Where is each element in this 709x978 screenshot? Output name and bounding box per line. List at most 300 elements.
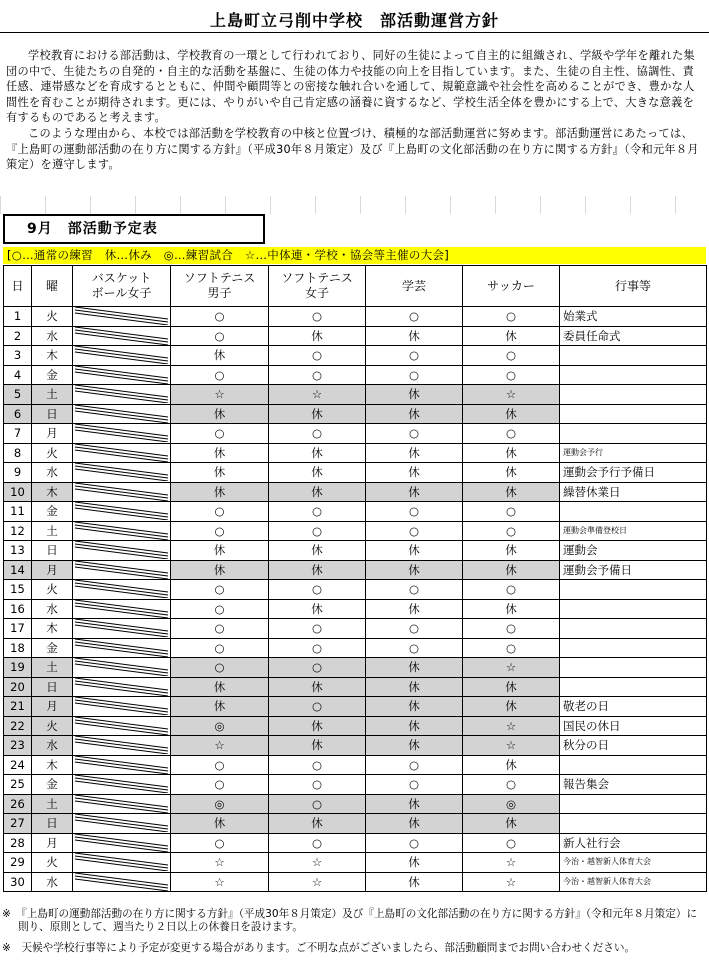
day-cell: 20 bbox=[4, 677, 32, 697]
soft-tennis-boys-cell: ☆ bbox=[171, 853, 269, 873]
weekday-cell: 土 bbox=[32, 658, 73, 678]
soft-tennis-girls-cell: 休 bbox=[269, 677, 366, 697]
weekday-cell: 木 bbox=[32, 619, 73, 639]
soft-tennis-boys-cell: ○ bbox=[171, 326, 269, 346]
no-activity-hatch-icon bbox=[73, 366, 170, 384]
soft-tennis-boys-cell: ○ bbox=[171, 365, 269, 385]
weekday-cell: 火 bbox=[32, 443, 73, 463]
events-cell: 委員任命式 bbox=[560, 326, 707, 346]
soft-tennis-girls-cell: ○ bbox=[269, 697, 366, 717]
table-row bbox=[4, 443, 707, 463]
weekday-cell: 土 bbox=[32, 794, 73, 814]
weekday-cell: 月 bbox=[32, 833, 73, 853]
day-cell: 4 bbox=[4, 365, 32, 385]
no-activity-hatch-icon bbox=[73, 463, 170, 481]
basketball-cell bbox=[73, 814, 171, 834]
table-row bbox=[4, 385, 707, 405]
title-divider bbox=[0, 32, 709, 33]
weekday-cell: 日 bbox=[32, 404, 73, 424]
events-cell bbox=[560, 755, 707, 775]
soft-tennis-boys-cell: 休 bbox=[171, 697, 269, 717]
events-cell bbox=[560, 424, 707, 444]
day-cell: 22 bbox=[4, 716, 32, 736]
arts-cell: ○ bbox=[366, 755, 463, 775]
table-row bbox=[4, 424, 707, 444]
day-cell: 8 bbox=[4, 443, 32, 463]
basketball-cell bbox=[73, 502, 171, 522]
weekday-cell: 火 bbox=[32, 307, 73, 327]
arts-cell: ○ bbox=[366, 619, 463, 639]
events-cell bbox=[560, 346, 707, 366]
soft-tennis-girls-cell: ○ bbox=[269, 307, 366, 327]
no-activity-hatch-icon bbox=[73, 327, 170, 345]
arts-cell: 休 bbox=[366, 872, 463, 892]
weekday-cell: 水 bbox=[32, 599, 73, 619]
no-activity-hatch-icon bbox=[73, 814, 170, 832]
table-row bbox=[4, 482, 707, 502]
arts-cell: 休 bbox=[366, 853, 463, 873]
day-cell: 30 bbox=[4, 872, 32, 892]
arts-cell: ○ bbox=[366, 580, 463, 600]
arts-cell: 休 bbox=[366, 658, 463, 678]
basketball-cell bbox=[73, 463, 171, 483]
header-soccer: サッカー bbox=[463, 266, 560, 307]
soft-tennis-girls-cell: 休 bbox=[269, 716, 366, 736]
header-soft-tennis-boys: ソフトテニス 男子 bbox=[171, 266, 269, 307]
soft-tennis-boys-cell: 休 bbox=[171, 541, 269, 561]
table-row bbox=[4, 697, 707, 717]
soft-tennis-boys-cell: 休 bbox=[171, 814, 269, 834]
events-cell: 今治・越智新人体育大会 bbox=[560, 872, 707, 892]
day-cell: 27 bbox=[4, 814, 32, 834]
soft-tennis-boys-cell: ○ bbox=[171, 307, 269, 327]
basketball-cell bbox=[73, 619, 171, 639]
soccer-cell: ○ bbox=[463, 521, 560, 541]
day-cell: 13 bbox=[4, 541, 32, 561]
no-activity-hatch-icon bbox=[73, 561, 170, 579]
events-cell: 運動会予備日 bbox=[560, 560, 707, 580]
soccer-cell: ○ bbox=[463, 580, 560, 600]
events-cell bbox=[560, 814, 707, 834]
day-cell: 24 bbox=[4, 755, 32, 775]
weekday-cell: 月 bbox=[32, 560, 73, 580]
soft-tennis-girls-cell: ○ bbox=[269, 502, 366, 522]
weekday-cell: 水 bbox=[32, 326, 73, 346]
basketball-cell bbox=[73, 638, 171, 658]
weekday-cell: 火 bbox=[32, 716, 73, 736]
soft-tennis-girls-cell: 休 bbox=[269, 326, 366, 346]
arts-cell: 休 bbox=[366, 463, 463, 483]
events-cell bbox=[560, 658, 707, 678]
day-cell: 26 bbox=[4, 794, 32, 814]
schedule-title: 9月 部活動予定表 bbox=[3, 214, 265, 244]
events-cell bbox=[560, 502, 707, 522]
table-row bbox=[4, 599, 707, 619]
no-activity-hatch-icon bbox=[73, 853, 170, 871]
header-events: 行事等 bbox=[560, 266, 707, 307]
arts-cell: 休 bbox=[366, 697, 463, 717]
soft-tennis-girls-cell: ○ bbox=[269, 658, 366, 678]
soft-tennis-boys-cell: ☆ bbox=[171, 736, 269, 756]
day-cell: 3 bbox=[4, 346, 32, 366]
basketball-cell bbox=[73, 365, 171, 385]
day-cell: 18 bbox=[4, 638, 32, 658]
basketball-cell bbox=[73, 794, 171, 814]
table-row bbox=[4, 619, 707, 639]
basketball-cell bbox=[73, 736, 171, 756]
arts-cell: 休 bbox=[366, 677, 463, 697]
soft-tennis-girls-cell: 休 bbox=[269, 482, 366, 502]
soccer-cell: 休 bbox=[463, 755, 560, 775]
events-cell bbox=[560, 599, 707, 619]
day-cell: 9 bbox=[4, 463, 32, 483]
soccer-cell: 休 bbox=[463, 443, 560, 463]
day-cell: 14 bbox=[4, 560, 32, 580]
spreadsheet-gridlines bbox=[0, 196, 709, 214]
soccer-cell: ○ bbox=[463, 424, 560, 444]
no-activity-hatch-icon bbox=[73, 307, 170, 325]
table-row bbox=[4, 833, 707, 853]
soccer-cell: 休 bbox=[463, 560, 560, 580]
events-cell: 運動会予行 bbox=[560, 443, 707, 463]
no-activity-hatch-icon bbox=[73, 873, 170, 891]
soft-tennis-girls-cell: 休 bbox=[269, 599, 366, 619]
table-row bbox=[4, 814, 707, 834]
table-row bbox=[4, 463, 707, 483]
weekday-cell: 月 bbox=[32, 697, 73, 717]
weekday-cell: 水 bbox=[32, 872, 73, 892]
no-activity-hatch-icon bbox=[73, 756, 170, 774]
no-activity-hatch-icon bbox=[73, 541, 170, 559]
soccer-cell: 休 bbox=[463, 697, 560, 717]
soccer-cell: ☆ bbox=[463, 736, 560, 756]
soft-tennis-boys-cell: ○ bbox=[171, 833, 269, 853]
soft-tennis-girls-cell: ○ bbox=[269, 638, 366, 658]
day-cell: 17 bbox=[4, 619, 32, 639]
weekday-cell: 金 bbox=[32, 775, 73, 795]
soccer-cell: 休 bbox=[463, 599, 560, 619]
soft-tennis-girls-cell: ☆ bbox=[269, 872, 366, 892]
table-row bbox=[4, 853, 707, 873]
table-row bbox=[4, 736, 707, 756]
day-cell: 1 bbox=[4, 307, 32, 327]
no-activity-hatch-icon bbox=[73, 346, 170, 364]
basketball-cell bbox=[73, 775, 171, 795]
arts-cell: 休 bbox=[366, 482, 463, 502]
soft-tennis-boys-cell: ◎ bbox=[171, 794, 269, 814]
intro-text bbox=[6, 48, 703, 173]
events-cell bbox=[560, 619, 707, 639]
weekday-cell: 木 bbox=[32, 346, 73, 366]
basketball-cell bbox=[73, 346, 171, 366]
soft-tennis-boys-cell: 休 bbox=[171, 404, 269, 424]
basketball-cell bbox=[73, 872, 171, 892]
arts-cell: 休 bbox=[366, 814, 463, 834]
soft-tennis-girls-cell: ○ bbox=[269, 794, 366, 814]
day-cell: 10 bbox=[4, 482, 32, 502]
soft-tennis-girls-cell: 休 bbox=[269, 404, 366, 424]
soft-tennis-boys-cell: ○ bbox=[171, 775, 269, 795]
no-activity-hatch-icon bbox=[73, 502, 170, 520]
day-cell: 21 bbox=[4, 697, 32, 717]
no-activity-hatch-icon bbox=[73, 405, 170, 423]
basketball-cell bbox=[73, 385, 171, 405]
soft-tennis-boys-cell: ○ bbox=[171, 521, 269, 541]
legend-bar: [○…通常の練習 休…休み ◎…練習試合 ☆…中体連・学校・協会等主催の大会] bbox=[3, 247, 706, 264]
soft-tennis-boys-cell: 休 bbox=[171, 463, 269, 483]
basketball-cell bbox=[73, 307, 171, 327]
soft-tennis-boys-cell: ○ bbox=[171, 619, 269, 639]
basketball-cell bbox=[73, 716, 171, 736]
footnote-1: ※ 『上島町の運動部活動の在り方に関する方針』（平成30年８月策定）及び『上島町の文化部活動の在り方に関する方針』（令和元年８月策定）に則り、原則として、週当たり２日以上の休養日を設けます。 bbox=[2, 908, 698, 934]
soccer-cell: 休 bbox=[463, 677, 560, 697]
soccer-cell: 休 bbox=[463, 482, 560, 502]
no-activity-hatch-icon bbox=[73, 522, 170, 540]
soft-tennis-boys-cell: ○ bbox=[171, 658, 269, 678]
events-cell: 敬老の日 bbox=[560, 697, 707, 717]
day-cell: 12 bbox=[4, 521, 32, 541]
soft-tennis-boys-cell: ○ bbox=[171, 755, 269, 775]
table-row bbox=[4, 775, 707, 795]
table-row bbox=[4, 502, 707, 522]
no-activity-hatch-icon bbox=[73, 658, 170, 676]
arts-cell: 休 bbox=[366, 736, 463, 756]
soft-tennis-girls-cell: ☆ bbox=[269, 385, 366, 405]
day-cell: 6 bbox=[4, 404, 32, 424]
table-row bbox=[4, 638, 707, 658]
events-cell bbox=[560, 385, 707, 405]
table-row bbox=[4, 560, 707, 580]
no-activity-hatch-icon bbox=[73, 717, 170, 735]
arts-cell: 休 bbox=[366, 404, 463, 424]
day-cell: 5 bbox=[4, 385, 32, 405]
page-title: 上島町立弓削中学校 部活動運営方針 bbox=[209, 11, 499, 30]
no-activity-hatch-icon bbox=[73, 834, 170, 852]
basketball-cell bbox=[73, 424, 171, 444]
soccer-cell: ☆ bbox=[463, 658, 560, 678]
arts-cell: ○ bbox=[366, 307, 463, 327]
soft-tennis-girls-cell: ○ bbox=[269, 775, 366, 795]
arts-cell: 休 bbox=[366, 541, 463, 561]
basketball-cell bbox=[73, 658, 171, 678]
soccer-cell: 休 bbox=[463, 814, 560, 834]
table-row bbox=[4, 677, 707, 697]
weekday-cell: 木 bbox=[32, 482, 73, 502]
soccer-cell: ◎ bbox=[463, 794, 560, 814]
soft-tennis-girls-cell: ○ bbox=[269, 521, 366, 541]
soft-tennis-girls-cell: ○ bbox=[269, 346, 366, 366]
table-row bbox=[4, 404, 707, 424]
soft-tennis-boys-cell: ○ bbox=[171, 638, 269, 658]
header-basketball: バスケット ボール女子 bbox=[73, 266, 171, 307]
table-row bbox=[4, 521, 707, 541]
events-cell bbox=[560, 404, 707, 424]
soccer-cell: 休 bbox=[463, 404, 560, 424]
soft-tennis-girls-cell: 休 bbox=[269, 560, 366, 580]
no-activity-hatch-icon bbox=[73, 424, 170, 442]
footnote-2: ※ 天候や学校行事等により予定が変更する場合があります。ご不明な点がございましたら、部活動顧問までお問い合わせください。 bbox=[2, 942, 636, 955]
soft-tennis-girls-cell: ○ bbox=[269, 365, 366, 385]
no-activity-hatch-icon bbox=[73, 697, 170, 715]
arts-cell: ○ bbox=[366, 365, 463, 385]
soccer-cell: ○ bbox=[463, 346, 560, 366]
events-cell: 運動会 bbox=[560, 541, 707, 561]
weekday-cell: 土 bbox=[32, 385, 73, 405]
events-cell: 新人社行会 bbox=[560, 833, 707, 853]
soccer-cell: ○ bbox=[463, 502, 560, 522]
basketball-cell bbox=[73, 833, 171, 853]
day-cell: 23 bbox=[4, 736, 32, 756]
soccer-cell: 休 bbox=[463, 326, 560, 346]
weekday-cell: 土 bbox=[32, 521, 73, 541]
no-activity-hatch-icon bbox=[73, 483, 170, 501]
table-row bbox=[4, 346, 707, 366]
weekday-cell: 日 bbox=[32, 677, 73, 697]
soccer-cell: ○ bbox=[463, 833, 560, 853]
header-arts: 学芸 bbox=[366, 266, 463, 307]
basketball-cell bbox=[73, 443, 171, 463]
no-activity-hatch-icon bbox=[73, 795, 170, 813]
basketball-cell bbox=[73, 599, 171, 619]
weekday-cell: 木 bbox=[32, 755, 73, 775]
day-cell: 19 bbox=[4, 658, 32, 678]
arts-cell: 休 bbox=[366, 385, 463, 405]
weekday-cell: 日 bbox=[32, 541, 73, 561]
no-activity-hatch-icon bbox=[73, 444, 170, 462]
basketball-cell bbox=[73, 755, 171, 775]
intro-paragraph-1: 学校教育における部活動は、学校教育の一環として行われており、同好の生徒によって自主的に組織され、学級や学年を離れた集団の中で、生徒たちの自発的・自主的な活動を基盤に、生徒の体力や技能の向上を目指しています。また、生徒の自主性、協調性、責任感、連帯感などを育成するとともに、仲間や顧問等との密接な触れ合いを通して、規範意識や社会性を高めることができ、豊かな人間性を育むことが期待されます。更には、やりがいや自己肯定感の涵養に資するなど、学校生活全体を豊かにする上で、大きな意義を有するものであると考えます。 bbox=[6, 49, 695, 125]
weekday-cell: 金 bbox=[32, 638, 73, 658]
table-row bbox=[4, 365, 707, 385]
schedule-table bbox=[3, 265, 707, 892]
day-cell: 11 bbox=[4, 502, 32, 522]
no-activity-hatch-icon bbox=[73, 775, 170, 793]
arts-cell: ○ bbox=[366, 502, 463, 522]
footnotes bbox=[2, 908, 706, 964]
arts-cell: 休 bbox=[366, 794, 463, 814]
header-soft-tennis-girls: ソフトテニス 女子 bbox=[269, 266, 366, 307]
events-cell: 秋分の日 bbox=[560, 736, 707, 756]
events-cell: 今治・越智新人体育大会 bbox=[560, 853, 707, 873]
events-cell bbox=[560, 580, 707, 600]
arts-cell: ○ bbox=[366, 638, 463, 658]
soccer-cell: ☆ bbox=[463, 853, 560, 873]
soft-tennis-boys-cell: ☆ bbox=[171, 385, 269, 405]
events-cell bbox=[560, 365, 707, 385]
arts-cell: ○ bbox=[366, 833, 463, 853]
weekday-cell: 火 bbox=[32, 580, 73, 600]
table-row bbox=[4, 794, 707, 814]
table-row bbox=[4, 716, 707, 736]
soft-tennis-girls-cell: ☆ bbox=[269, 853, 366, 873]
soft-tennis-boys-cell: ○ bbox=[171, 502, 269, 522]
no-activity-hatch-icon bbox=[73, 600, 170, 618]
soft-tennis-boys-cell: 休 bbox=[171, 677, 269, 697]
events-cell: 運動会準備登校日 bbox=[560, 521, 707, 541]
arts-cell: 休 bbox=[366, 560, 463, 580]
no-activity-hatch-icon bbox=[73, 678, 170, 696]
table-row bbox=[4, 658, 707, 678]
soft-tennis-boys-cell: 休 bbox=[171, 346, 269, 366]
no-activity-hatch-icon bbox=[73, 385, 170, 403]
soft-tennis-boys-cell: ○ bbox=[171, 424, 269, 444]
soft-tennis-boys-cell: ☆ bbox=[171, 872, 269, 892]
header-weekday: 曜 bbox=[32, 266, 73, 307]
weekday-cell: 月 bbox=[32, 424, 73, 444]
weekday-cell: 金 bbox=[32, 365, 73, 385]
weekday-cell: 日 bbox=[32, 814, 73, 834]
basketball-cell bbox=[73, 326, 171, 346]
soft-tennis-boys-cell: ○ bbox=[171, 580, 269, 600]
weekday-cell: 金 bbox=[32, 502, 73, 522]
table-row bbox=[4, 872, 707, 892]
soft-tennis-girls-cell: 休 bbox=[269, 443, 366, 463]
arts-cell: 休 bbox=[366, 716, 463, 736]
arts-cell: ○ bbox=[366, 424, 463, 444]
day-cell: 7 bbox=[4, 424, 32, 444]
soccer-cell: ○ bbox=[463, 638, 560, 658]
table-header-row bbox=[4, 266, 707, 307]
arts-cell: 休 bbox=[366, 443, 463, 463]
no-activity-hatch-icon bbox=[73, 580, 170, 598]
basketball-cell bbox=[73, 697, 171, 717]
day-cell: 25 bbox=[4, 775, 32, 795]
day-cell: 16 bbox=[4, 599, 32, 619]
basketball-cell bbox=[73, 482, 171, 502]
arts-cell: ○ bbox=[366, 521, 463, 541]
basketball-cell bbox=[73, 853, 171, 873]
no-activity-hatch-icon bbox=[73, 619, 170, 637]
soccer-cell: ○ bbox=[463, 775, 560, 795]
day-cell: 29 bbox=[4, 853, 32, 873]
events-cell bbox=[560, 794, 707, 814]
soft-tennis-boys-cell: 休 bbox=[171, 560, 269, 580]
soft-tennis-boys-cell: 休 bbox=[171, 443, 269, 463]
events-cell: 報告集会 bbox=[560, 775, 707, 795]
events-cell: 繰替休業日 bbox=[560, 482, 707, 502]
soft-tennis-girls-cell: ○ bbox=[269, 755, 366, 775]
basketball-cell bbox=[73, 541, 171, 561]
table-row bbox=[4, 307, 707, 327]
soft-tennis-girls-cell: ○ bbox=[269, 424, 366, 444]
soccer-cell: 休 bbox=[463, 541, 560, 561]
table-row bbox=[4, 755, 707, 775]
soft-tennis-boys-cell: ○ bbox=[171, 599, 269, 619]
soft-tennis-girls-cell: ○ bbox=[269, 619, 366, 639]
day-cell: 28 bbox=[4, 833, 32, 853]
header-day: 日 bbox=[4, 266, 32, 307]
events-cell: 始業式 bbox=[560, 307, 707, 327]
basketball-cell bbox=[73, 677, 171, 697]
soccer-cell: ☆ bbox=[463, 716, 560, 736]
day-cell: 15 bbox=[4, 580, 32, 600]
weekday-cell: 火 bbox=[32, 853, 73, 873]
day-cell: 2 bbox=[4, 326, 32, 346]
arts-cell: 休 bbox=[366, 599, 463, 619]
intro-paragraph-2: このような理由から、本校では部活動を学校教育の中核と位置づけ、積極的な部活動運営に努めます。部活動運営にあたっては、『上島町の運動部活動の在り方に関する方針』（平成30年８月策定）及び『上島町の文化部活動の在り方に関する方針』（令和元年８月策定）を遵守します。 bbox=[6, 126, 699, 172]
weekday-cell: 水 bbox=[32, 463, 73, 483]
weekday-cell: 水 bbox=[32, 736, 73, 756]
events-cell bbox=[560, 677, 707, 697]
table-row bbox=[4, 541, 707, 561]
soft-tennis-boys-cell: ◎ bbox=[171, 716, 269, 736]
events-cell: 運動会予行予備日 bbox=[560, 463, 707, 483]
soccer-cell: ☆ bbox=[463, 385, 560, 405]
soft-tennis-girls-cell: 休 bbox=[269, 814, 366, 834]
arts-cell: ○ bbox=[366, 775, 463, 795]
basketball-cell bbox=[73, 521, 171, 541]
arts-cell: ○ bbox=[366, 346, 463, 366]
